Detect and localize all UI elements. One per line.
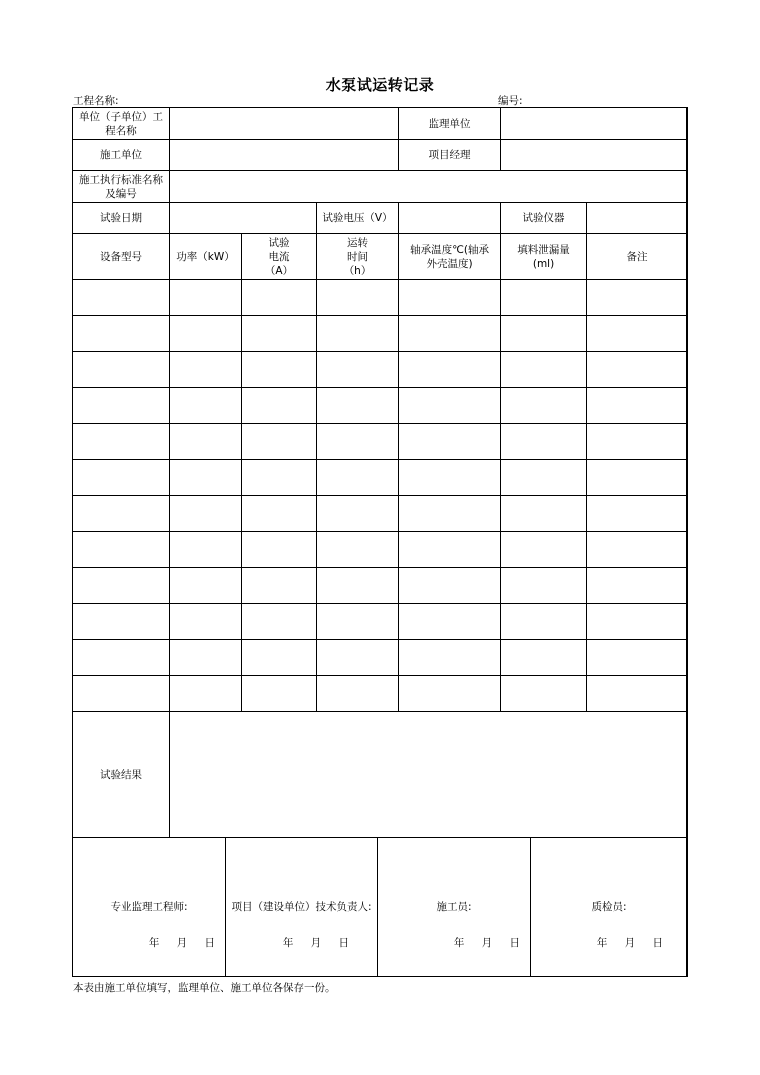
- test-instrument-value-cell[interactable]: [587, 203, 688, 234]
- table-row: [73, 640, 688, 676]
- table-cell[interactable]: [587, 388, 688, 424]
- table-cell[interactable]: [242, 424, 317, 460]
- test-voltage-value-cell[interactable]: [399, 203, 501, 234]
- table-cell[interactable]: [242, 316, 317, 352]
- standard-label: 施工执行标准名称及编号: [73, 171, 170, 203]
- table-cell[interactable]: [242, 676, 317, 712]
- table-cell[interactable]: [317, 460, 399, 496]
- sig-quality-inspector-label: 质检员:: [591, 901, 627, 913]
- sig-constructor-date: 年 月 日: [453, 937, 520, 949]
- table-cell[interactable]: [317, 388, 399, 424]
- col-header-runtime: [317, 234, 399, 280]
- table-cell[interactable]: [587, 316, 688, 352]
- table-cell[interactable]: [317, 424, 399, 460]
- table-cell[interactable]: [399, 352, 501, 388]
- pump-test-table: [72, 107, 688, 838]
- table-row: [73, 424, 688, 460]
- table-cell[interactable]: [587, 532, 688, 568]
- table-cell[interactable]: [399, 676, 501, 712]
- table-row: [73, 316, 688, 352]
- table-row: [73, 568, 688, 604]
- table-cell[interactable]: [399, 424, 501, 460]
- table-row: [73, 388, 688, 424]
- table-cell[interactable]: [587, 424, 688, 460]
- table-cell[interactable]: [501, 568, 587, 604]
- table-cell[interactable]: [317, 568, 399, 604]
- table-cell[interactable]: [501, 496, 587, 532]
- table-cell[interactable]: [317, 352, 399, 388]
- table-cell[interactable]: [170, 316, 242, 352]
- col-header-current: [242, 234, 317, 280]
- standard-value-cell[interactable]: [170, 171, 688, 203]
- col-header-leakage-text: 填料泄漏量(ml): [517, 243, 570, 270]
- table-cell[interactable]: [587, 496, 688, 532]
- supervision-unit-label: 监理单位: [399, 108, 501, 140]
- table-cell[interactable]: [587, 460, 688, 496]
- table-cell[interactable]: [317, 532, 399, 568]
- table-cell[interactable]: [170, 532, 242, 568]
- table-cell[interactable]: [170, 676, 242, 712]
- table-row: [73, 352, 688, 388]
- table-cell[interactable]: [399, 532, 501, 568]
- table-cell[interactable]: [587, 568, 688, 604]
- table-cell[interactable]: [242, 496, 317, 532]
- test-date-label: 试验日期: [73, 203, 170, 234]
- table-cell[interactable]: [242, 604, 317, 640]
- col-header-remarks: 备注: [587, 234, 688, 280]
- table-cell[interactable]: [73, 352, 170, 388]
- test-voltage-label: 试验电压（V）: [317, 203, 399, 234]
- table-cell[interactable]: [501, 460, 587, 496]
- table-cell[interactable]: [399, 460, 501, 496]
- sig-quality-inspector-date: 年 月 日: [596, 937, 663, 949]
- data-rows: [73, 280, 688, 712]
- table-cell[interactable]: [242, 352, 317, 388]
- table-cell[interactable]: [73, 316, 170, 352]
- construction-unit-row: [73, 140, 688, 171]
- table-cell[interactable]: [317, 676, 399, 712]
- unit-label: 单位（子单位）工程名称: [73, 108, 170, 140]
- table-cell[interactable]: [242, 568, 317, 604]
- sig-constructor-label: 施工员:: [436, 901, 472, 913]
- table-cell[interactable]: [501, 388, 587, 424]
- test-instrument-label: 试验仪器: [501, 203, 587, 234]
- table-cell[interactable]: [170, 280, 242, 316]
- table-row: [73, 460, 688, 496]
- signature-row: [73, 838, 688, 977]
- table-cell[interactable]: [399, 388, 501, 424]
- col-header-leakage: [501, 234, 587, 280]
- table-cell[interactable]: [587, 352, 688, 388]
- col-header-bearing-temp: [399, 234, 501, 280]
- table-cell[interactable]: [587, 676, 688, 712]
- standard-row: [73, 171, 688, 203]
- table-cell[interactable]: [501, 316, 587, 352]
- table-cell[interactable]: [501, 352, 587, 388]
- table-cell[interactable]: [73, 568, 170, 604]
- table-cell[interactable]: [399, 640, 501, 676]
- table-cell[interactable]: [73, 388, 170, 424]
- table-cell[interactable]: [587, 604, 688, 640]
- table-cell[interactable]: [399, 316, 501, 352]
- table-row: [73, 532, 688, 568]
- table-cell[interactable]: [73, 640, 170, 676]
- footnote: 本表由施工单位填写，监理单位、施工单位各保存一份。: [73, 982, 336, 994]
- table-cell[interactable]: [242, 388, 317, 424]
- unit-value-cell[interactable]: [170, 108, 399, 140]
- table-cell[interactable]: [73, 676, 170, 712]
- table-cell[interactable]: [501, 640, 587, 676]
- table-cell[interactable]: [317, 496, 399, 532]
- unit-row: [73, 108, 688, 140]
- table-cell[interactable]: [170, 424, 242, 460]
- sig-technical-lead-date: 年 月 日: [282, 937, 349, 949]
- table-cell[interactable]: [399, 280, 501, 316]
- table-row: [73, 280, 688, 316]
- table-cell[interactable]: [170, 352, 242, 388]
- table-row: [73, 496, 688, 532]
- result-value-cell[interactable]: [170, 712, 688, 838]
- table-cell[interactable]: [501, 676, 587, 712]
- sig-supervision-engineer-label: 专业监理工程师:: [110, 901, 188, 913]
- col-header-power: 功率（kW）: [170, 234, 242, 280]
- sig-constructor[interactable]: [378, 838, 531, 977]
- table-cell[interactable]: [501, 280, 587, 316]
- table-cell[interactable]: [73, 532, 170, 568]
- table-cell[interactable]: [170, 496, 242, 532]
- table-row: [73, 604, 688, 640]
- table-cell[interactable]: [73, 604, 170, 640]
- table-cell[interactable]: [170, 568, 242, 604]
- form-title: 水泵试运转记录: [325, 76, 435, 94]
- construction-unit-value-cell[interactable]: [170, 140, 399, 171]
- table-row: [73, 676, 688, 712]
- project-manager-label: 项目经理: [399, 140, 501, 171]
- table-cell[interactable]: [501, 532, 587, 568]
- result-row: [73, 712, 688, 838]
- test-date-row: [73, 203, 688, 234]
- construction-unit-label: 施工单位: [73, 140, 170, 171]
- table-cell[interactable]: [170, 388, 242, 424]
- sig-supervision-engineer-date: 年 月 日: [148, 937, 215, 949]
- sig-technical-lead-label: 项目（建设单位）技术负责人:: [231, 901, 372, 913]
- result-label: 试验结果: [73, 712, 170, 838]
- table-cell[interactable]: [399, 604, 501, 640]
- table-cell[interactable]: [242, 532, 317, 568]
- table-cell[interactable]: [170, 460, 242, 496]
- col-header-current-text: 试验电流（A）: [264, 236, 294, 277]
- sig-supervision-engineer[interactable]: [73, 838, 226, 977]
- table-cell[interactable]: [242, 460, 317, 496]
- supervision-unit-value-cell[interactable]: [501, 108, 688, 140]
- sig-quality-inspector[interactable]: [531, 838, 688, 977]
- table-cell[interactable]: [317, 316, 399, 352]
- table-cell[interactable]: [399, 496, 501, 532]
- table-cell[interactable]: [170, 640, 242, 676]
- table-cell[interactable]: [317, 640, 399, 676]
- col-header-runtime-text: 运转时间（h）: [343, 236, 372, 277]
- table-cell[interactable]: [242, 640, 317, 676]
- table-cell[interactable]: [317, 280, 399, 316]
- col-header-model: 设备型号: [73, 234, 170, 280]
- col-header-bearing-temp-text: 轴承温度℃(轴承外壳温度): [410, 243, 489, 270]
- table-cell[interactable]: [501, 604, 587, 640]
- table-cell[interactable]: [501, 424, 587, 460]
- table-cell[interactable]: [73, 280, 170, 316]
- table-cell[interactable]: [170, 604, 242, 640]
- table-cell[interactable]: [587, 640, 688, 676]
- sig-technical-lead[interactable]: [226, 838, 378, 977]
- table-cell[interactable]: [242, 280, 317, 316]
- table-cell[interactable]: [399, 568, 501, 604]
- table-cell[interactable]: [73, 496, 170, 532]
- table-cell[interactable]: [73, 424, 170, 460]
- project-name-label: 工程名称:: [73, 95, 119, 107]
- column-header-row: [73, 234, 688, 280]
- table-cell[interactable]: [317, 604, 399, 640]
- table-cell[interactable]: [73, 460, 170, 496]
- signature-table: [72, 837, 688, 977]
- test-date-value-cell[interactable]: [170, 203, 317, 234]
- project-manager-value-cell[interactable]: [501, 140, 688, 171]
- number-label: 编号:: [498, 95, 523, 107]
- table-cell[interactable]: [587, 280, 688, 316]
